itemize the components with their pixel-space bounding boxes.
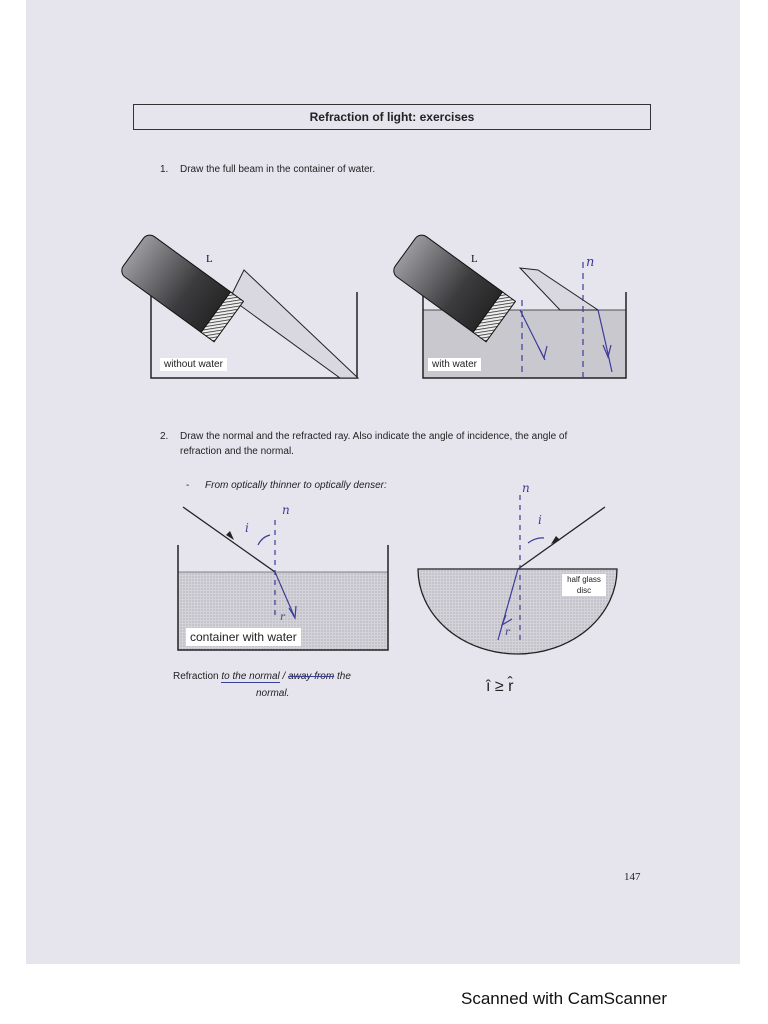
lamp-right-label: L bbox=[471, 253, 478, 265]
label-half-glass-line1: half glass bbox=[567, 575, 601, 584]
q2-number: 2. bbox=[160, 431, 169, 442]
q2-text-line2: refraction and the normal. bbox=[180, 446, 294, 457]
q1-text: Draw the full beam in the container of water. bbox=[180, 164, 376, 175]
answer-option-to-normal: to the normal bbox=[221, 671, 280, 682]
q2-bullet: - bbox=[186, 480, 190, 491]
page-title: Refraction of light: exercises bbox=[133, 104, 651, 130]
q2-text-line1: Draw the normal and the refracted ray. Also indicate the angle of incidence, the angle of bbox=[180, 431, 568, 442]
caption-without-water: without water bbox=[160, 358, 227, 371]
q1-number: 1. bbox=[160, 164, 169, 175]
q2-right-normal-label: n bbox=[522, 481, 530, 495]
answer-separator: / bbox=[279, 671, 289, 682]
q2-answer-line1 bbox=[173, 671, 351, 682]
q2-left-normal-label: n bbox=[282, 503, 290, 517]
answer-suffix: the bbox=[334, 671, 351, 682]
q2-right-refraction-label: r bbox=[505, 627, 510, 638]
caption-with-water: with water bbox=[428, 358, 481, 371]
q2-left-refraction-label: r bbox=[280, 612, 285, 623]
q1-normal-label: n bbox=[586, 255, 595, 270]
q2-answer-line2: normal. bbox=[256, 688, 290, 699]
answer-option-away: away from bbox=[288, 671, 335, 682]
answer-prefix: Refraction bbox=[173, 671, 222, 682]
q2-left-incidence-label: i bbox=[245, 521, 249, 535]
lamp-left-label: L bbox=[206, 253, 213, 265]
q2-right-incidence-label: i bbox=[538, 513, 542, 527]
angle-comparison: î ≥ r̂ bbox=[486, 678, 514, 695]
label-half-glass-disc bbox=[562, 574, 606, 596]
label-half-glass-line2: disc bbox=[576, 586, 592, 595]
caption-container-with-water: container with water bbox=[186, 628, 301, 646]
camscanner-footer: Scanned with CamScanner bbox=[461, 989, 668, 1008]
q2-subheading: From optically thinner to optically denser: bbox=[205, 480, 387, 491]
page-number: 147 bbox=[624, 871, 641, 883]
lamp-left bbox=[119, 232, 244, 342]
